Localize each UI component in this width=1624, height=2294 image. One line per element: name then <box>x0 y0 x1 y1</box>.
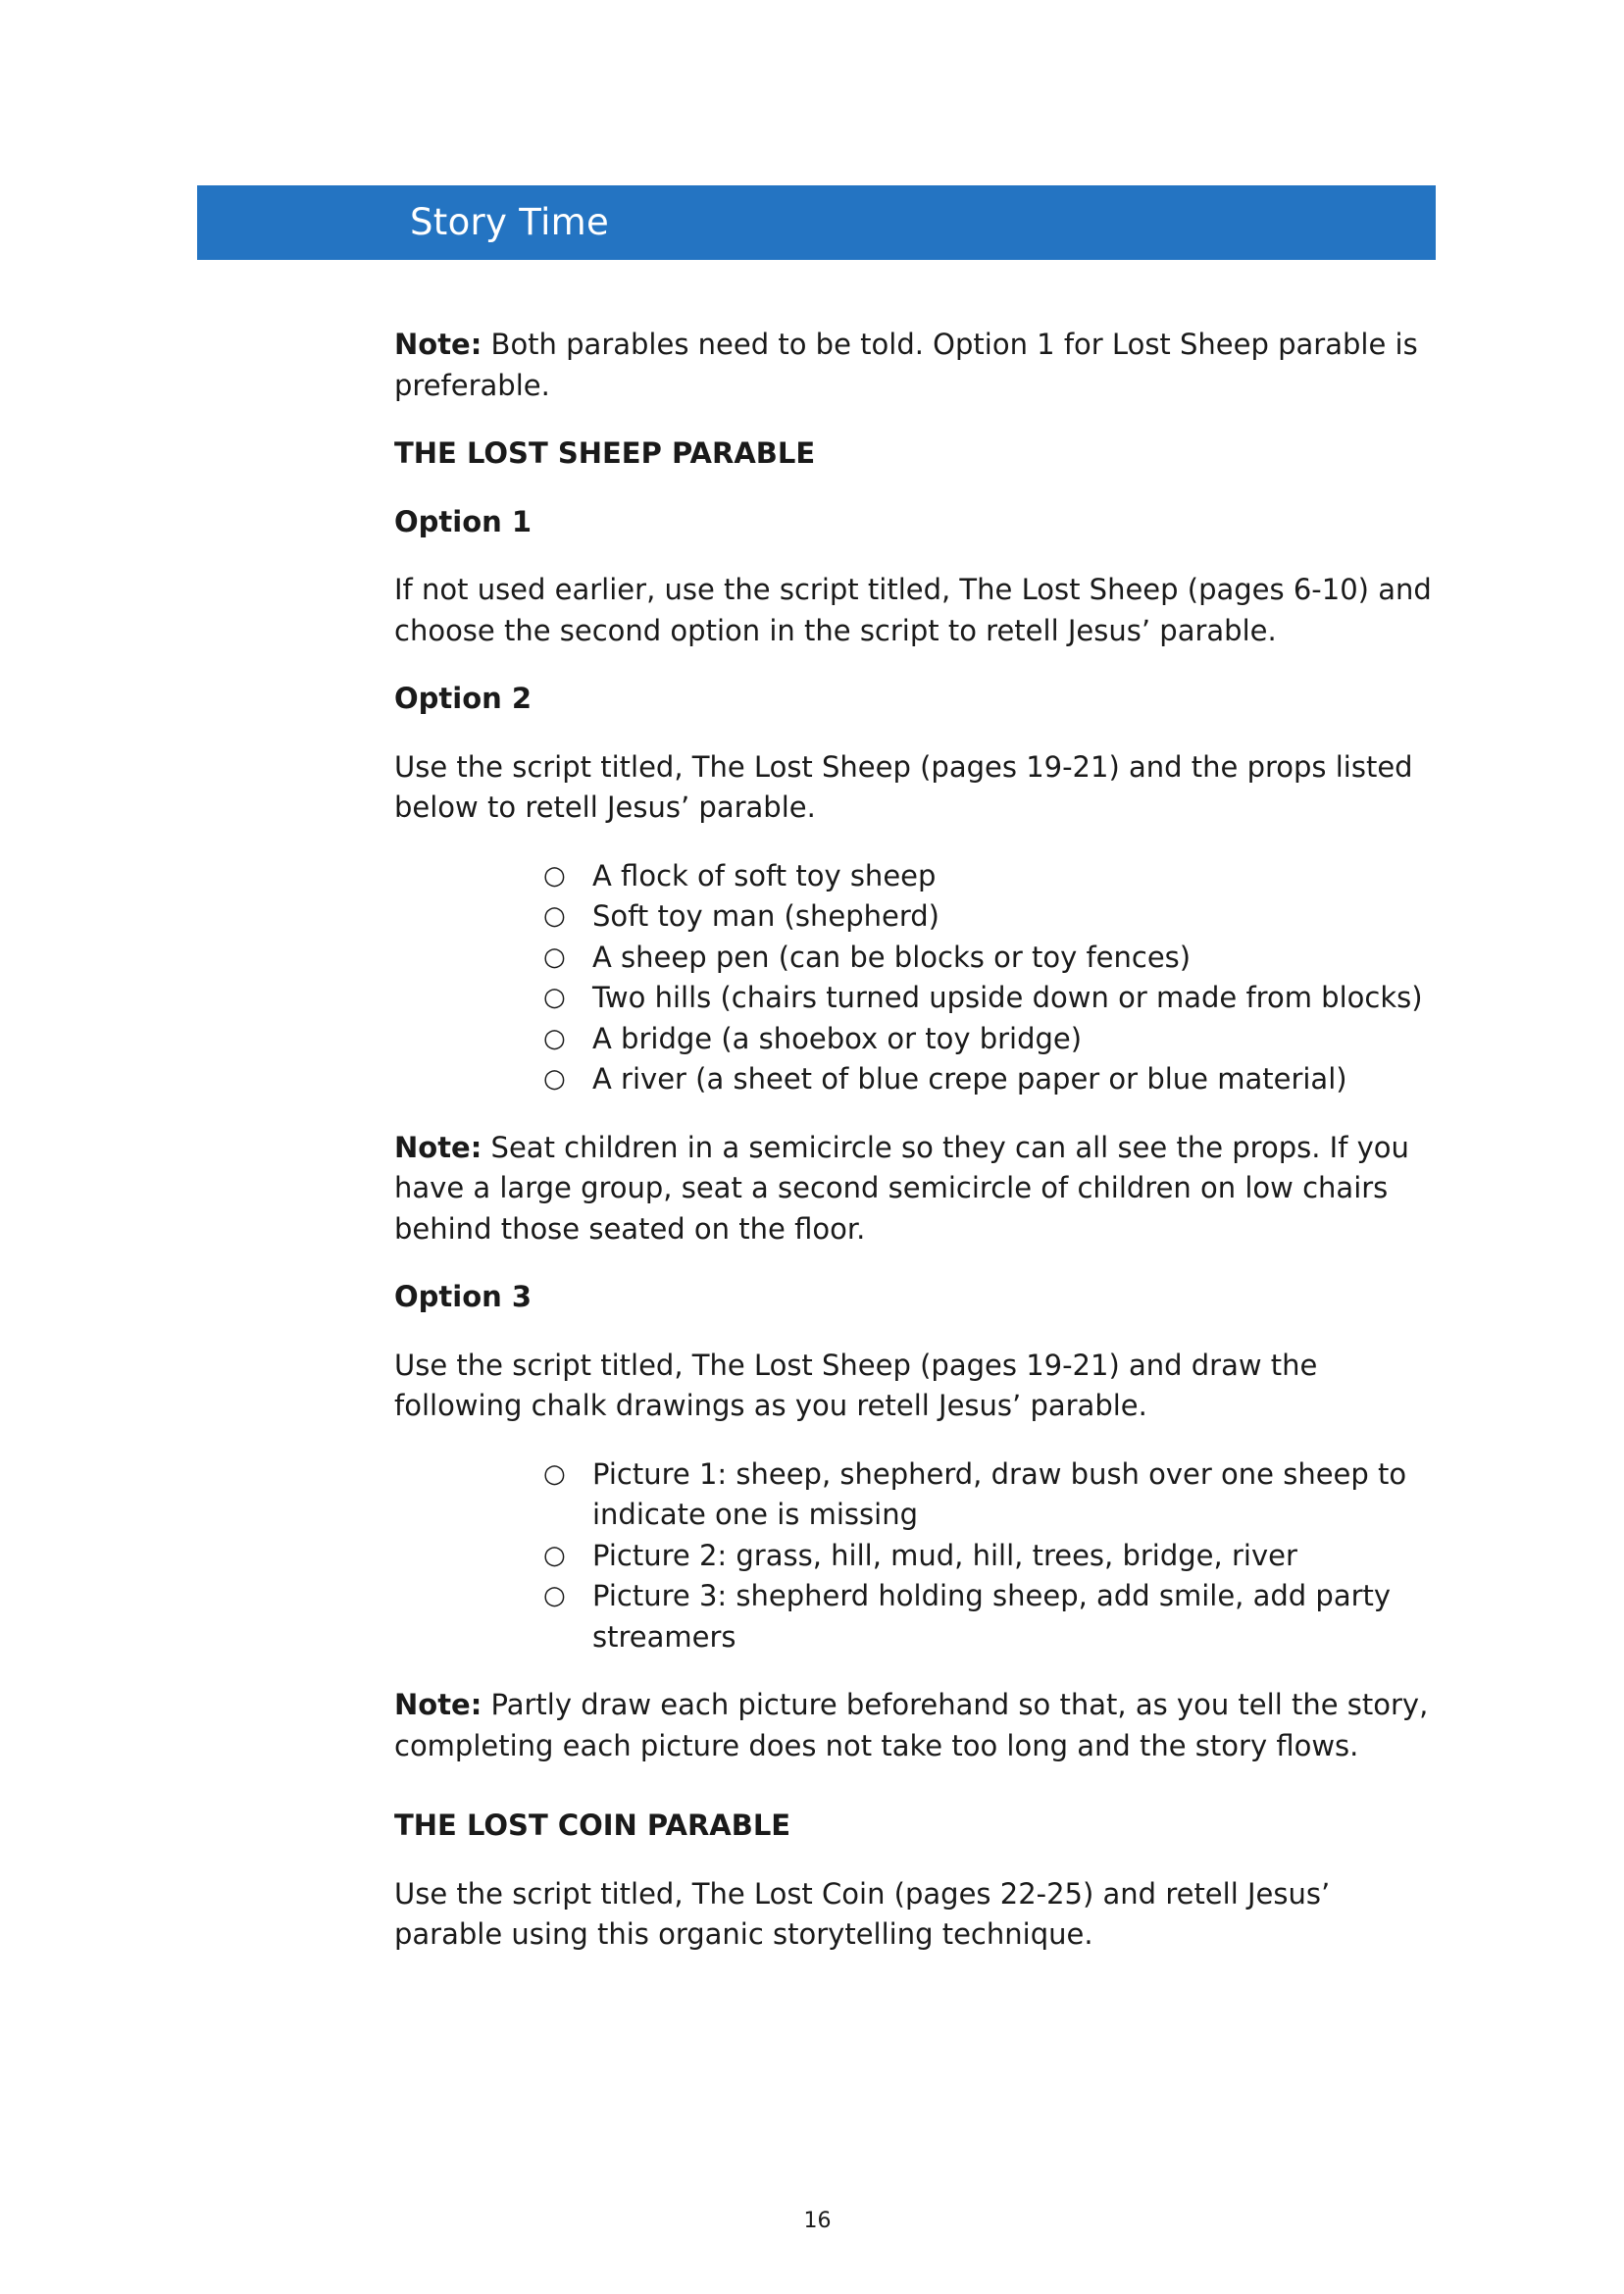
note-text: Both parables need to be told. Option 1 for Lost Sheep parable is preferable. <box>394 328 1418 402</box>
note-paragraph <box>394 325 1434 406</box>
option-3-title: Option 3 <box>394 1280 533 1313</box>
list-item-text: A flock of soft toy sheep <box>592 858 937 892</box>
list-item <box>543 1536 1434 1577</box>
lost-sheep-heading: THE LOST SHEEP PARABLE <box>394 436 816 470</box>
bullet-icon: ○ <box>543 1458 566 1489</box>
bullet-icon: ○ <box>543 860 566 891</box>
bullet-icon: ○ <box>543 983 566 1012</box>
section-header-bar <box>197 185 1436 260</box>
option-1-text: If not used earlier, use the script titled, The Lost Sheep (pages 6-10) and choose the second option in the script to retell Jesus’ parable. <box>394 573 1432 647</box>
note-text: Partly draw each picture beforehand so that, as you tell the story, completing each picture does not take too long and the story flows. <box>394 1688 1429 1762</box>
list-item <box>543 1576 1434 1657</box>
list-item-text: A bridge (a shoebox or toy bridge) <box>592 1021 1083 1055</box>
page-content <box>394 325 1434 1956</box>
note-label: Note: <box>394 1688 482 1721</box>
note-label: Note: <box>394 1130 482 1164</box>
list-item-text: Two hills (chairs turned upside down or made from blocks) <box>592 981 1423 1014</box>
option-2-text: Use the script titled, The Lost Sheep (pages 19-21) and the props listed below to retell Jesus’ parable. <box>394 749 1413 824</box>
bullet-icon: ○ <box>543 942 566 972</box>
list-item-text: A river (a sheet of blue crepe paper or blue material) <box>592 1062 1347 1096</box>
note-text: Seat children in a semicircle so they can all see the props. If you have a large group, seat a second semicircle of children on low chairs behind those seated on the floor. <box>394 1130 1409 1246</box>
list-item-text: Picture 3: shepherd holding sheep, add smile, add party streamers <box>592 1579 1392 1654</box>
list-item <box>543 1454 1434 1536</box>
pictures-list <box>394 1454 1434 1658</box>
lost-coin-heading: THE LOST COIN PARABLE <box>394 1809 791 1842</box>
option-1-title: Option 1 <box>394 504 533 538</box>
list-item-text: Picture 1: sheep, shepherd, draw bush over one sheep to indicate one is missing <box>592 1456 1407 1531</box>
option-2-title: Option 2 <box>394 682 533 715</box>
list-item-text: Soft toy man (shepherd) <box>592 899 939 933</box>
option-2-note <box>394 1128 1434 1250</box>
list-item-text: A sheep pen (can be blocks or toy fences) <box>592 940 1192 974</box>
bullet-icon: ○ <box>543 1581 566 1610</box>
list-item <box>543 856 1434 897</box>
section-title: Story Time <box>410 201 610 243</box>
option-3-text: Use the script titled, The Lost Sheep (pages 19-21) and draw the following chalk drawings as you retell Jesus’ parable. <box>394 1348 1318 1422</box>
list-item <box>543 938 1434 979</box>
page-number: 16 <box>803 2209 832 2233</box>
list-item <box>543 896 1434 938</box>
props-list <box>394 856 1434 1100</box>
bullet-icon: ○ <box>543 1064 566 1094</box>
list-item <box>543 1019 1434 1060</box>
list-item-text: Picture 2: grass, hill, mud, hill, trees, bridge, river <box>592 1538 1297 1572</box>
lost-coin-text: Use the script titled, The Lost Coin (pages 22-25) and retell Jesus’ parable using this organic storytelling technique. <box>394 1876 1331 1951</box>
bullet-icon: ○ <box>543 1540 566 1570</box>
list-item <box>543 1059 1434 1100</box>
option-3-note <box>394 1685 1434 1766</box>
note-label: Note: <box>394 328 482 361</box>
list-item <box>543 978 1434 1019</box>
bullet-icon: ○ <box>543 901 566 931</box>
bullet-icon: ○ <box>543 1023 566 1053</box>
